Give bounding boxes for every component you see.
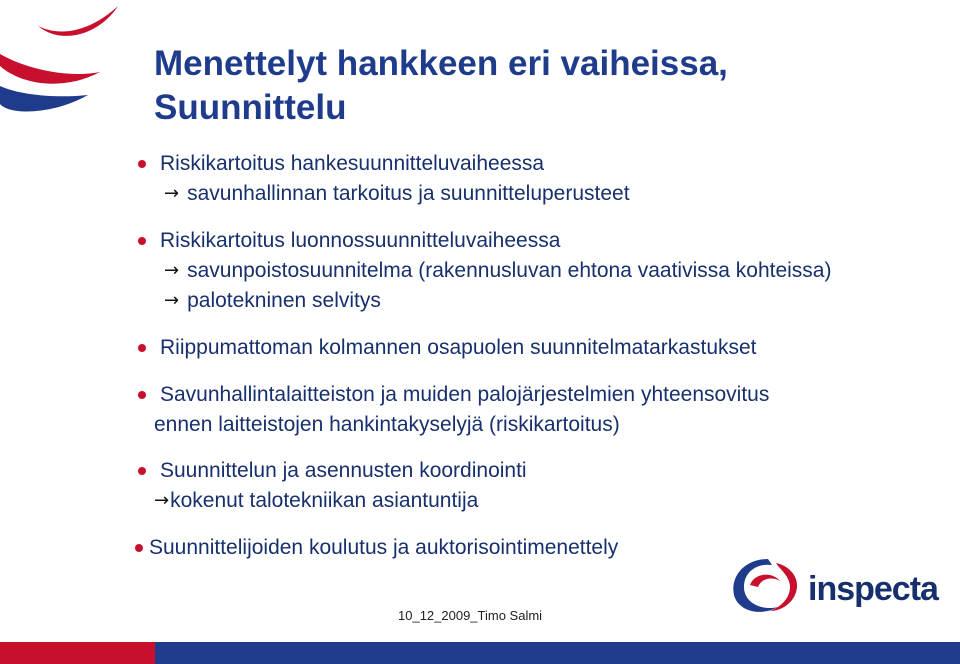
bullet-dot-icon [138,467,146,475]
bullet-dot-icon [138,160,146,168]
bullet-text: Riippumattoman kolmannen osapuolen suunnitelmatarkastukset [160,336,757,359]
bullet-block-4 [136,380,769,440]
continuation-line [136,410,769,440]
bullet-dot-icon [138,391,146,399]
sub-item [136,286,831,316]
sub-item-text: kokenut talotekniikan asiantuntija [170,489,479,512]
arrow-right-icon: → [164,260,180,281]
bullet-dot-icon [135,544,143,552]
bullet-block-6 [133,533,618,563]
arrow-right-icon: → [154,490,170,511]
bottom-bar-red [0,642,155,664]
title-line-1: Menettelyt hankkeen eri vaiheissa, [154,44,728,83]
title-line-2: Suunnittelu [154,88,347,127]
sub-item [136,486,527,516]
sub-item-text: savunhallinnan tarkoitus ja suunnitteluperusteet [187,182,630,205]
list-item [136,149,630,179]
list-item [136,456,527,486]
bullet-block-5 [136,456,527,516]
bullet-text: Riskikartoitus hankesuunnitteluvaiheessa [160,152,545,175]
sub-item-text: palotekninen selvitys [187,289,381,312]
bottom-color-bar [0,642,960,664]
continuation-text: ennen laitteistojen hankintakyselyjä (riskikartoitus) [154,413,620,436]
sub-item-text: savunpoistosuunnitelma (rakennusluvan ehtona vaativissa kohteissa) [187,259,832,282]
bottom-bar-blue [155,642,960,664]
footer-text: 10_12_2009_Timo Salmi [398,608,543,623]
bullet-block-3 [136,333,757,363]
bullet-block-2 [136,226,831,316]
bullet-dot-icon [138,344,146,352]
bullet-text: Suunnittelun ja asennusten koordinointi [160,459,527,482]
sub-item [136,256,831,286]
list-item [136,226,831,256]
bullet-block-1 [136,149,630,209]
bullet-dot-icon [138,237,146,245]
sub-item [136,179,630,209]
list-item [133,533,618,563]
arrow-right-icon: → [164,183,180,204]
list-item [136,333,757,363]
corner-swoosh-icon [0,0,130,115]
list-item [136,380,769,410]
arrow-right-icon: → [164,290,180,311]
bullet-text: Savunhallintalaitteiston ja muiden palojärjestelmien yhteensovitus [160,383,770,406]
bullet-text: Riskikartoitus luonnossuunnitteluvaiheessa [160,229,561,252]
page-title [154,42,728,130]
brand-logo-text: inspecta [808,570,938,608]
bullet-text: Suunnittelijoiden koulutus ja auktorisointimenettely [149,536,619,559]
